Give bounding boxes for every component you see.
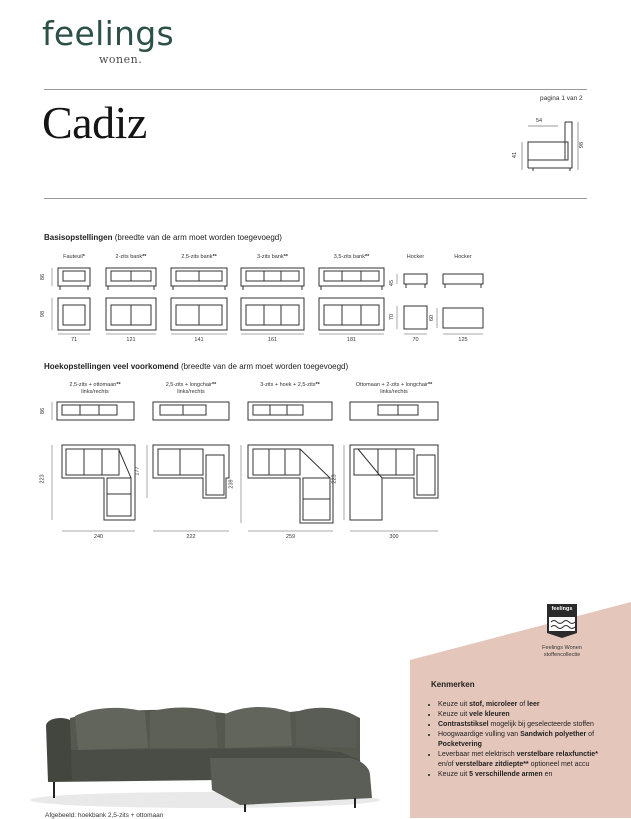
feature-item: • Keuze uit vele kleuren [438, 710, 608, 720]
corner-width-label: 300 [389, 534, 399, 540]
model-label: 3,5-zits bank** [333, 254, 370, 260]
model-label: 3-zits bank** [257, 254, 288, 260]
features-list [430, 700, 608, 780]
hoek-dimension-lines [52, 402, 438, 531]
corner-depth-label: 239 [228, 479, 235, 489]
side-height-label: 98 [579, 141, 586, 149]
corner-depth-label: 223 [331, 474, 338, 484]
corner-model-label: 3-zits + hoek + 2,5-zits** [260, 382, 320, 388]
width-label: 121 [126, 337, 136, 343]
basis-top-views [58, 298, 483, 330]
width-label: 125 [458, 337, 468, 343]
hocker-depth-label: 60 [429, 314, 436, 322]
feature-item: • Leverbaar met elektrisch verstelbare relaxfunctie* en/of verstelbare zitdiepte** optioneel met accu [438, 750, 608, 770]
feature-item: • Contraststiksel mogelijk bij geselecteerde stoffen [438, 720, 608, 730]
pagination: pagina 1 van 2 [540, 95, 583, 102]
feature-item: • Keuze uit 5 verschillende armen en [438, 770, 608, 780]
side-depth-label: 54 [536, 118, 543, 124]
sofa-photo [30, 707, 380, 812]
width-label: 141 [194, 337, 204, 343]
collection-badge: feelings [551, 606, 573, 612]
model-label: Hocker [406, 254, 425, 260]
width-label: 161 [267, 337, 278, 343]
width-label: 181 [346, 337, 357, 343]
model-label: 2-zits bank** [115, 254, 147, 260]
corner-front-height-label: 86 [40, 407, 47, 415]
hocker-depth-label: 70 [389, 313, 396, 321]
basis-dimension-lines [52, 268, 483, 334]
hocker-height-label: 45 [389, 279, 396, 287]
top-depth-label: 98 [40, 310, 47, 318]
hoek-front-views [57, 402, 438, 420]
hoek-heading: Hoekopstellingen veel voorkomend (breedte van de arm moet worden toegevoegd) [44, 362, 349, 371]
corner-width-label: 240 [93, 534, 104, 540]
corner-depth-label: 177 [134, 466, 141, 476]
width-label: 70 [412, 337, 419, 343]
corner-width-label: 222 [186, 534, 196, 540]
width-label: 71 [70, 337, 78, 343]
corner-depth-label: 223 [39, 474, 46, 484]
model-label: Hocker [454, 254, 472, 260]
page-title: Cadiz [42, 97, 147, 148]
front-height-label: 86 [40, 273, 47, 281]
corner-model-label: 2,5-zits + longchair** links/rechts [165, 382, 217, 395]
model-label: Fauteuil* [63, 254, 85, 260]
corner-model-label: Ottomaan + 2-zits + longchair** links/rechts [355, 382, 433, 395]
features-title: Kenmerken [431, 680, 475, 689]
basis-front-views [58, 268, 483, 290]
corner-width-label: 259 [285, 534, 296, 540]
side-view-drawing [522, 122, 578, 171]
side-seat-height-label: 41 [512, 151, 519, 159]
hoek-top-views [62, 445, 438, 523]
feature-item: • Hoogwaardige vulling van Sandwich polyether of Pocketvering [438, 730, 608, 750]
basis-heading: Basisopstellingen (breedte van de arm moet worden toegevoegd) [44, 233, 282, 242]
corner-model-label: 2,5-zits + ottomaan** links/rechts [69, 382, 121, 395]
brand-logo: feelings [42, 14, 175, 53]
photo-caption: Afgebeeld: hoekbank 2,5-zits + ottomaan [45, 812, 164, 819]
feature-item: • Keuze uit stof, microleer of leer [438, 700, 608, 710]
collection-label: Feelings Wonen stoffencollectie [542, 645, 582, 658]
brand-tagline: wonen. [99, 53, 143, 66]
model-label: 2,5-zits bank** [181, 254, 217, 260]
